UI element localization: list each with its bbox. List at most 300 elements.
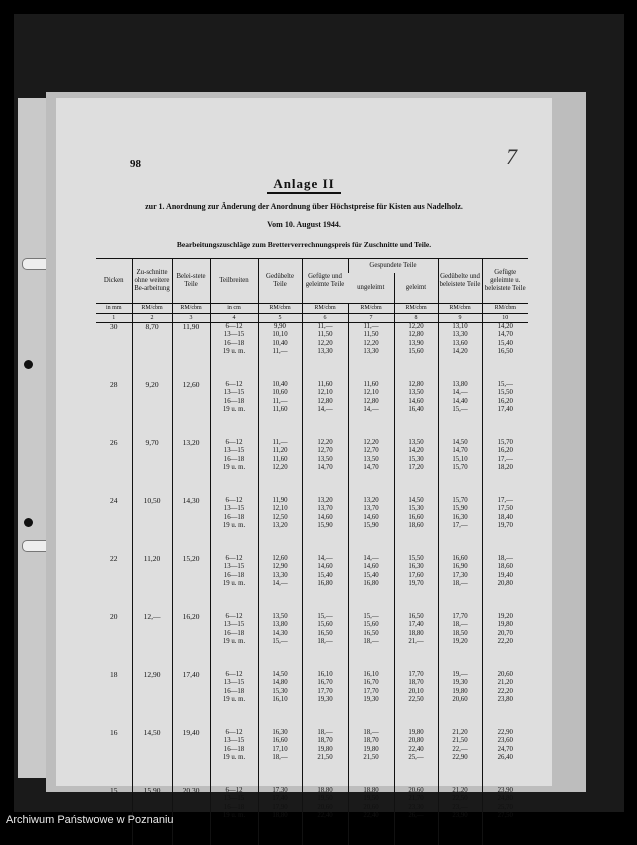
- price-value: 13,30: [317, 348, 333, 356]
- price-value: 18,50: [452, 629, 468, 637]
- teilbreite-value: 19 u. m.: [222, 696, 246, 704]
- header-gespundete: Gespundete Teile: [348, 259, 438, 273]
- price-value: 12,20: [408, 322, 424, 330]
- teilbreite-value: 6—12: [225, 438, 243, 446]
- zuschnitte-value: 11,20: [143, 553, 161, 563]
- price-value: 18,—: [317, 638, 333, 646]
- table-row: [96, 497, 528, 555]
- dicke-value: 18: [110, 669, 118, 679]
- price-value: 15,60: [317, 621, 333, 629]
- price-value: 17,—: [497, 455, 513, 463]
- dicke-value: 24: [110, 495, 118, 505]
- table-row: [96, 671, 528, 729]
- price-value: 17,40: [497, 406, 513, 414]
- header-ungeleimt: ungeleimt: [357, 283, 385, 291]
- teilbreite-value: 13—15: [223, 389, 245, 397]
- header-dicken: Dicken: [103, 276, 124, 284]
- price-value: 15,—: [317, 612, 333, 620]
- teilbreite-value: 6—12: [225, 496, 243, 504]
- price-value: 17,70: [317, 687, 333, 695]
- teilbreite-value: 6—12: [225, 322, 243, 330]
- price-value: 19,80: [497, 621, 513, 629]
- price-value: 18,—: [452, 621, 468, 629]
- price-value: 20,80: [497, 580, 513, 588]
- zuschnitte-value: 15,90: [143, 785, 161, 795]
- price-value: 14,60: [317, 563, 333, 571]
- unit-label: RM/cbm: [482, 303, 528, 313]
- price-value: 15,70: [497, 438, 513, 446]
- price-value: 11,50: [317, 331, 333, 339]
- price-value: 16,10: [363, 670, 379, 678]
- price-value: 13,70: [317, 505, 333, 513]
- dicke-value: 16: [110, 727, 118, 737]
- page-number: 98: [130, 158, 141, 170]
- price-value: 15,30: [272, 687, 288, 695]
- header-beleistete: Belei-stete Teile: [172, 259, 210, 303]
- price-value: 21,50: [317, 754, 333, 762]
- price-value: 14,60: [408, 397, 424, 405]
- price-value: 12,90: [272, 563, 288, 571]
- header-gefugte: Gefügte und geleimte Teile: [302, 259, 348, 303]
- price-value: 21,—: [408, 638, 424, 646]
- punch-hole: [24, 360, 33, 369]
- price-value: 23,30: [408, 803, 424, 811]
- price-value: 15,50: [497, 389, 513, 397]
- price-value: 17,20: [408, 464, 424, 472]
- price-value: 15,—: [272, 638, 288, 646]
- price-value: 19,40: [497, 571, 513, 579]
- dicke-value: 15: [110, 785, 118, 795]
- teilbreite-value: 6—12: [225, 554, 243, 562]
- handwritten-mark: 7: [506, 144, 517, 169]
- price-value: 14,—: [272, 580, 288, 588]
- column-number: 8: [394, 313, 438, 322]
- price-value: 12,20: [363, 339, 379, 347]
- price-value: 16,60: [452, 554, 468, 562]
- price-value: 17,30: [452, 571, 468, 579]
- price-value: 19,—: [452, 670, 468, 678]
- beleistete-value: 11,90: [182, 321, 200, 331]
- price-value: 15,50: [408, 554, 424, 562]
- price-value: 19,80: [452, 687, 468, 695]
- table-row: [96, 322, 528, 381]
- beleistete-value: 15,20: [182, 553, 200, 563]
- table-body: [96, 322, 528, 845]
- price-value: 15,60: [363, 621, 379, 629]
- price-value: 18,60: [497, 563, 513, 571]
- price-value: 15,90: [363, 522, 379, 530]
- column-number: 10: [482, 313, 528, 322]
- price-value: 10,40: [272, 380, 288, 388]
- price-value: 11,20: [272, 447, 288, 455]
- price-value: 26,—: [408, 812, 424, 820]
- price-value: 14,50: [272, 670, 288, 678]
- price-value: 11,50: [363, 331, 379, 339]
- price-value: 17,70: [452, 612, 468, 620]
- header-zuschnitte: Zu-schnitte ohne weitere Be-arbeitung: [132, 259, 172, 303]
- price-value: 17,60: [408, 571, 424, 579]
- price-value: 16,50: [408, 612, 424, 620]
- price-value: 14,60: [363, 563, 379, 571]
- price-value: 19,20: [452, 638, 468, 646]
- price-value: 25,—: [408, 754, 424, 762]
- price-value: 14,70: [363, 464, 379, 472]
- price-value: 22,50: [408, 696, 424, 704]
- teilbreite-value: 19 u. m.: [222, 812, 246, 820]
- teilbreite-value: 16—18: [223, 397, 245, 405]
- price-value: 16,70: [317, 679, 333, 687]
- price-value: 16,40: [408, 406, 424, 414]
- price-value: 12,10: [363, 389, 379, 397]
- teilbreite-value: 19 u. m.: [222, 406, 246, 414]
- beleistete-value: 14,30: [182, 495, 200, 505]
- price-value: 14,60: [363, 513, 379, 521]
- price-value: 14,—: [363, 554, 379, 562]
- teilbreite-value: 13—15: [223, 621, 245, 629]
- document-date: Vom 10. August 1944.: [267, 220, 341, 229]
- teilbreite-value: 16—18: [223, 339, 245, 347]
- price-value: 22,90: [497, 728, 513, 736]
- price-value: 11,60: [363, 380, 379, 388]
- price-value: 14,70: [452, 447, 468, 455]
- price-value: 16,30: [452, 513, 468, 521]
- dicke-value: 22: [110, 553, 118, 563]
- price-value: 15,30: [408, 505, 424, 513]
- price-value: 14,40: [452, 397, 468, 405]
- zuschnitte-value: 8,70: [145, 321, 159, 331]
- price-value: 12,80: [408, 380, 424, 388]
- price-value: 24,80: [497, 795, 513, 803]
- unit-label: RM/cbm: [258, 303, 302, 313]
- price-value: 21,20: [497, 679, 513, 687]
- price-value: 13,50: [408, 389, 424, 397]
- price-value: 19,80: [363, 745, 379, 753]
- teilbreite-value: 19 u. m.: [222, 522, 246, 530]
- teilbreite-value: 16—18: [223, 745, 245, 753]
- price-value: 13,10: [452, 322, 468, 330]
- unit-label: RM/cbm: [438, 303, 482, 313]
- price-value: 19,80: [317, 745, 333, 753]
- price-value: 13,20: [363, 496, 379, 504]
- price-value: 12,10: [317, 389, 333, 397]
- price-value: 16,50: [363, 629, 379, 637]
- teilbreite-value: 16—18: [223, 629, 245, 637]
- teilbreite-value: 19 u. m.: [222, 348, 246, 356]
- teilbreite-value: 6—12: [225, 728, 243, 736]
- price-value: 13,70: [363, 505, 379, 513]
- price-value: 19,70: [408, 580, 424, 588]
- table-caption: Bearbeitungszuschläge zum Bretterverrechnungspreis für Zuschnitte und Teile.: [176, 240, 432, 249]
- column-number: 6: [302, 313, 348, 322]
- price-value: 16,20: [497, 447, 513, 455]
- price-value: 13,50: [272, 612, 288, 620]
- price-value: 22,50: [452, 795, 468, 803]
- zuschnitte-value: 14,50: [143, 727, 161, 737]
- price-value: 11,—: [317, 322, 333, 330]
- zuschnitte-value: 12,90: [143, 669, 161, 679]
- price-value: 18,—: [272, 754, 288, 762]
- teilbreite-value: 16—18: [223, 455, 245, 463]
- price-value: 20,60: [452, 696, 468, 704]
- column-number: 4: [210, 313, 258, 322]
- header-gedubelte-beleistete: Gedübelte und beleistete Teile: [438, 259, 482, 303]
- price-value: 24,70: [497, 745, 513, 753]
- document-page: [56, 98, 552, 820]
- price-value: 15,40: [363, 571, 379, 579]
- price-value: 21,20: [452, 786, 468, 794]
- price-value: 11,60: [317, 380, 333, 388]
- price-value: 17,10: [272, 745, 288, 753]
- price-value: 17,90: [272, 803, 288, 811]
- price-value: 14,30: [272, 629, 288, 637]
- header-geleimt: geleimt: [394, 273, 438, 303]
- price-value: 14,80: [272, 679, 288, 687]
- price-value: 15,40: [497, 339, 513, 347]
- teilbreite-value: 19 u. m.: [222, 464, 246, 472]
- price-value: 13,30: [272, 571, 288, 579]
- price-value: 13,30: [363, 348, 379, 356]
- zuschnitte-value: 9,20: [145, 379, 159, 389]
- teilbreite-value: 19 u. m.: [222, 638, 246, 646]
- price-value: 13,20: [317, 496, 333, 504]
- zuschnitte-value: 9,70: [145, 437, 159, 447]
- price-value: 12,70: [363, 447, 379, 455]
- price-value: 13,20: [272, 522, 288, 530]
- price-value: 17,—: [497, 496, 513, 504]
- price-value: 20,10: [408, 687, 424, 695]
- teilbreite-value: 16—18: [223, 571, 245, 579]
- teilbreite-value: 13—15: [223, 795, 245, 803]
- price-value: 17,70: [363, 687, 379, 695]
- price-value: 18,—: [497, 554, 513, 562]
- price-value: 23,60: [497, 737, 513, 745]
- price-value: 23,90: [452, 812, 468, 820]
- price-value: 27,50: [497, 812, 513, 820]
- price-value: 13,30: [452, 331, 468, 339]
- dicke-value: 20: [110, 611, 118, 621]
- beleistete-value: 13,20: [182, 437, 200, 447]
- price-value: 15,30: [408, 455, 424, 463]
- price-value: 18,70: [317, 737, 333, 745]
- price-value: 17,40: [408, 621, 424, 629]
- archive-footer: Archiwum Państwowe w Poznaniu: [6, 814, 174, 826]
- price-value: 16,90: [452, 563, 468, 571]
- price-value: 22,40: [408, 745, 424, 753]
- price-value: 14,70: [317, 464, 333, 472]
- price-value: 13,50: [317, 455, 333, 463]
- price-value: 15,90: [317, 522, 333, 530]
- price-value: 17,70: [408, 670, 424, 678]
- unit-label: RM/cbm: [394, 303, 438, 313]
- teilbreite-value: 6—12: [225, 670, 243, 678]
- price-value: 14,—: [317, 406, 333, 414]
- table-row: [96, 555, 528, 613]
- column-number-row: [96, 313, 528, 322]
- price-value: 15,10: [452, 455, 468, 463]
- price-value: 22,90: [452, 754, 468, 762]
- column-number: 9: [438, 313, 482, 322]
- teilbreite-value: 16—18: [223, 803, 245, 811]
- zuschnitte-value: 10,50: [143, 495, 161, 505]
- header-gefugte-beleistete: Gefügte geleimte u. beleistete Teile: [482, 259, 528, 303]
- price-value: 11,—: [272, 348, 288, 356]
- price-value: 20,60: [408, 786, 424, 794]
- price-value: 22,20: [497, 687, 513, 695]
- price-value: 21,50: [452, 737, 468, 745]
- teilbreite-value: 6—12: [225, 612, 243, 620]
- price-value: 11,—: [272, 397, 288, 405]
- price-value: 14,20: [452, 348, 468, 356]
- price-value: 12,80: [363, 397, 379, 405]
- price-value: 18,70: [408, 679, 424, 687]
- price-value: 10,40: [272, 339, 288, 347]
- price-value: 11,90: [272, 496, 288, 504]
- header-teilbreiten: Teilbreiten: [210, 259, 258, 303]
- price-value: 13,80: [272, 621, 288, 629]
- price-value: 23,90: [497, 786, 513, 794]
- price-value: 23,80: [497, 696, 513, 704]
- price-value: 12,10: [272, 505, 288, 513]
- price-value: 19,50: [317, 795, 333, 803]
- teilbreite-value: 13—15: [223, 331, 245, 339]
- teilbreite-value: 16—18: [223, 513, 245, 521]
- price-value: 25,70: [497, 803, 513, 811]
- document-subtitle: zur 1. Anordnung zur Änderung der Anordnung über Höchstpreise für Kisten aus Nadelholz.: [145, 202, 463, 211]
- teilbreite-value: 13—15: [223, 679, 245, 687]
- teilbreite-value: 13—15: [223, 563, 245, 571]
- header-gedubelte: Gedübelte Teile: [258, 259, 302, 303]
- price-value: 20,60: [317, 803, 333, 811]
- price-value: 18,40: [497, 513, 513, 521]
- price-value: 18,60: [408, 522, 424, 530]
- price-value: 18,80: [408, 629, 424, 637]
- teilbreite-value: 19 u. m.: [222, 580, 246, 588]
- price-value: 10,60: [272, 389, 288, 397]
- price-value: 12,20: [317, 339, 333, 347]
- price-value: 12,20: [363, 438, 379, 446]
- price-value: 12,20: [317, 438, 333, 446]
- price-value: 14,50: [408, 496, 424, 504]
- price-value: 17,50: [497, 505, 513, 513]
- price-value: 16,10: [317, 670, 333, 678]
- price-value: 26,40: [497, 754, 513, 762]
- price-value: 18,—: [452, 580, 468, 588]
- price-value: 18,70: [363, 737, 379, 745]
- column-number: 5: [258, 313, 302, 322]
- teilbreite-value: 16—18: [223, 687, 245, 695]
- price-value: 9,90: [274, 322, 286, 330]
- teilbreite-value: 19 u. m.: [222, 754, 246, 762]
- price-value: 19,30: [452, 679, 468, 687]
- price-value: 15,—: [363, 612, 379, 620]
- table-row: [96, 729, 528, 787]
- price-value: 20,70: [497, 629, 513, 637]
- price-value: 13,50: [408, 438, 424, 446]
- price-value: 18,20: [497, 464, 513, 472]
- teilbreite-value: 13—15: [223, 505, 245, 513]
- unit-label: in cm: [210, 303, 258, 313]
- price-value: 13,60: [452, 339, 468, 347]
- teilbreite-value: 6—12: [225, 380, 243, 388]
- price-value: 14,50: [452, 438, 468, 446]
- price-value: 16,50: [317, 629, 333, 637]
- column-number: 1: [96, 313, 132, 322]
- column-number: 2: [132, 313, 172, 322]
- dicke-value: 28: [110, 379, 118, 389]
- price-value: 11,60: [272, 406, 288, 414]
- price-value: 16,60: [408, 513, 424, 521]
- price-value: 16,70: [363, 679, 379, 687]
- price-value: 14,20: [497, 322, 513, 330]
- price-value: 16,80: [317, 580, 333, 588]
- column-number: 3: [172, 313, 210, 322]
- document-title: Anlage II: [56, 176, 552, 192]
- beleistete-value: 16,20: [182, 611, 200, 621]
- price-value: 15,—: [497, 380, 513, 388]
- dicke-value: 30: [110, 321, 118, 331]
- price-value: 17,—: [452, 522, 468, 530]
- price-value: 14,70: [497, 331, 513, 339]
- price-value: 20,60: [497, 670, 513, 678]
- column-number: 7: [348, 313, 394, 322]
- price-value: 19,30: [363, 696, 379, 704]
- price-value: 12,70: [317, 447, 333, 455]
- price-value: 21,50: [363, 754, 379, 762]
- price-value: 16,30: [272, 728, 288, 736]
- price-value: 16,20: [497, 397, 513, 405]
- punch-hole: [24, 518, 33, 527]
- price-value: 14,—: [317, 554, 333, 562]
- price-value: 17,40: [272, 795, 288, 803]
- price-value: 23,—: [452, 803, 468, 811]
- price-value: 18,—: [363, 728, 379, 736]
- price-value: 15,40: [317, 571, 333, 579]
- units-row: [96, 303, 528, 313]
- price-value: 15,60: [408, 348, 424, 356]
- price-value: 18,—: [363, 638, 379, 646]
- price-value: 13,90: [408, 339, 424, 347]
- price-value: 16,60: [272, 737, 288, 745]
- beleistete-value: 20,30: [182, 785, 200, 795]
- beleistete-value: 12,60: [182, 379, 200, 389]
- price-value: 19,20: [497, 612, 513, 620]
- price-value: 22,20: [497, 638, 513, 646]
- dicke-value: 26: [110, 437, 118, 447]
- table-row: [96, 439, 528, 497]
- price-value: 10,10: [272, 331, 288, 339]
- price-value: 18,—: [317, 728, 333, 736]
- unit-label: RM/cbm: [132, 303, 172, 313]
- price-value: 13,50: [363, 455, 379, 463]
- teilbreite-value: 13—15: [223, 447, 245, 455]
- price-value: 17,30: [272, 786, 288, 794]
- price-value: 16,30: [408, 563, 424, 571]
- price-value: 22,40: [363, 812, 379, 820]
- price-value: 14,20: [408, 447, 424, 455]
- price-value: 19,50: [363, 795, 379, 803]
- price-value: 15,70: [452, 496, 468, 504]
- price-value: 15,—: [452, 406, 468, 414]
- price-value: 14,—: [452, 389, 468, 397]
- price-value: 20,60: [363, 803, 379, 811]
- price-value: 12,60: [272, 554, 288, 562]
- price-value: 21,20: [452, 728, 468, 736]
- unit-label: in mm: [96, 303, 132, 313]
- price-value: 18,80: [272, 812, 288, 820]
- zuschnitte-value: 12,—: [143, 611, 161, 621]
- price-value: 16,80: [363, 580, 379, 588]
- price-value: 19,30: [317, 696, 333, 704]
